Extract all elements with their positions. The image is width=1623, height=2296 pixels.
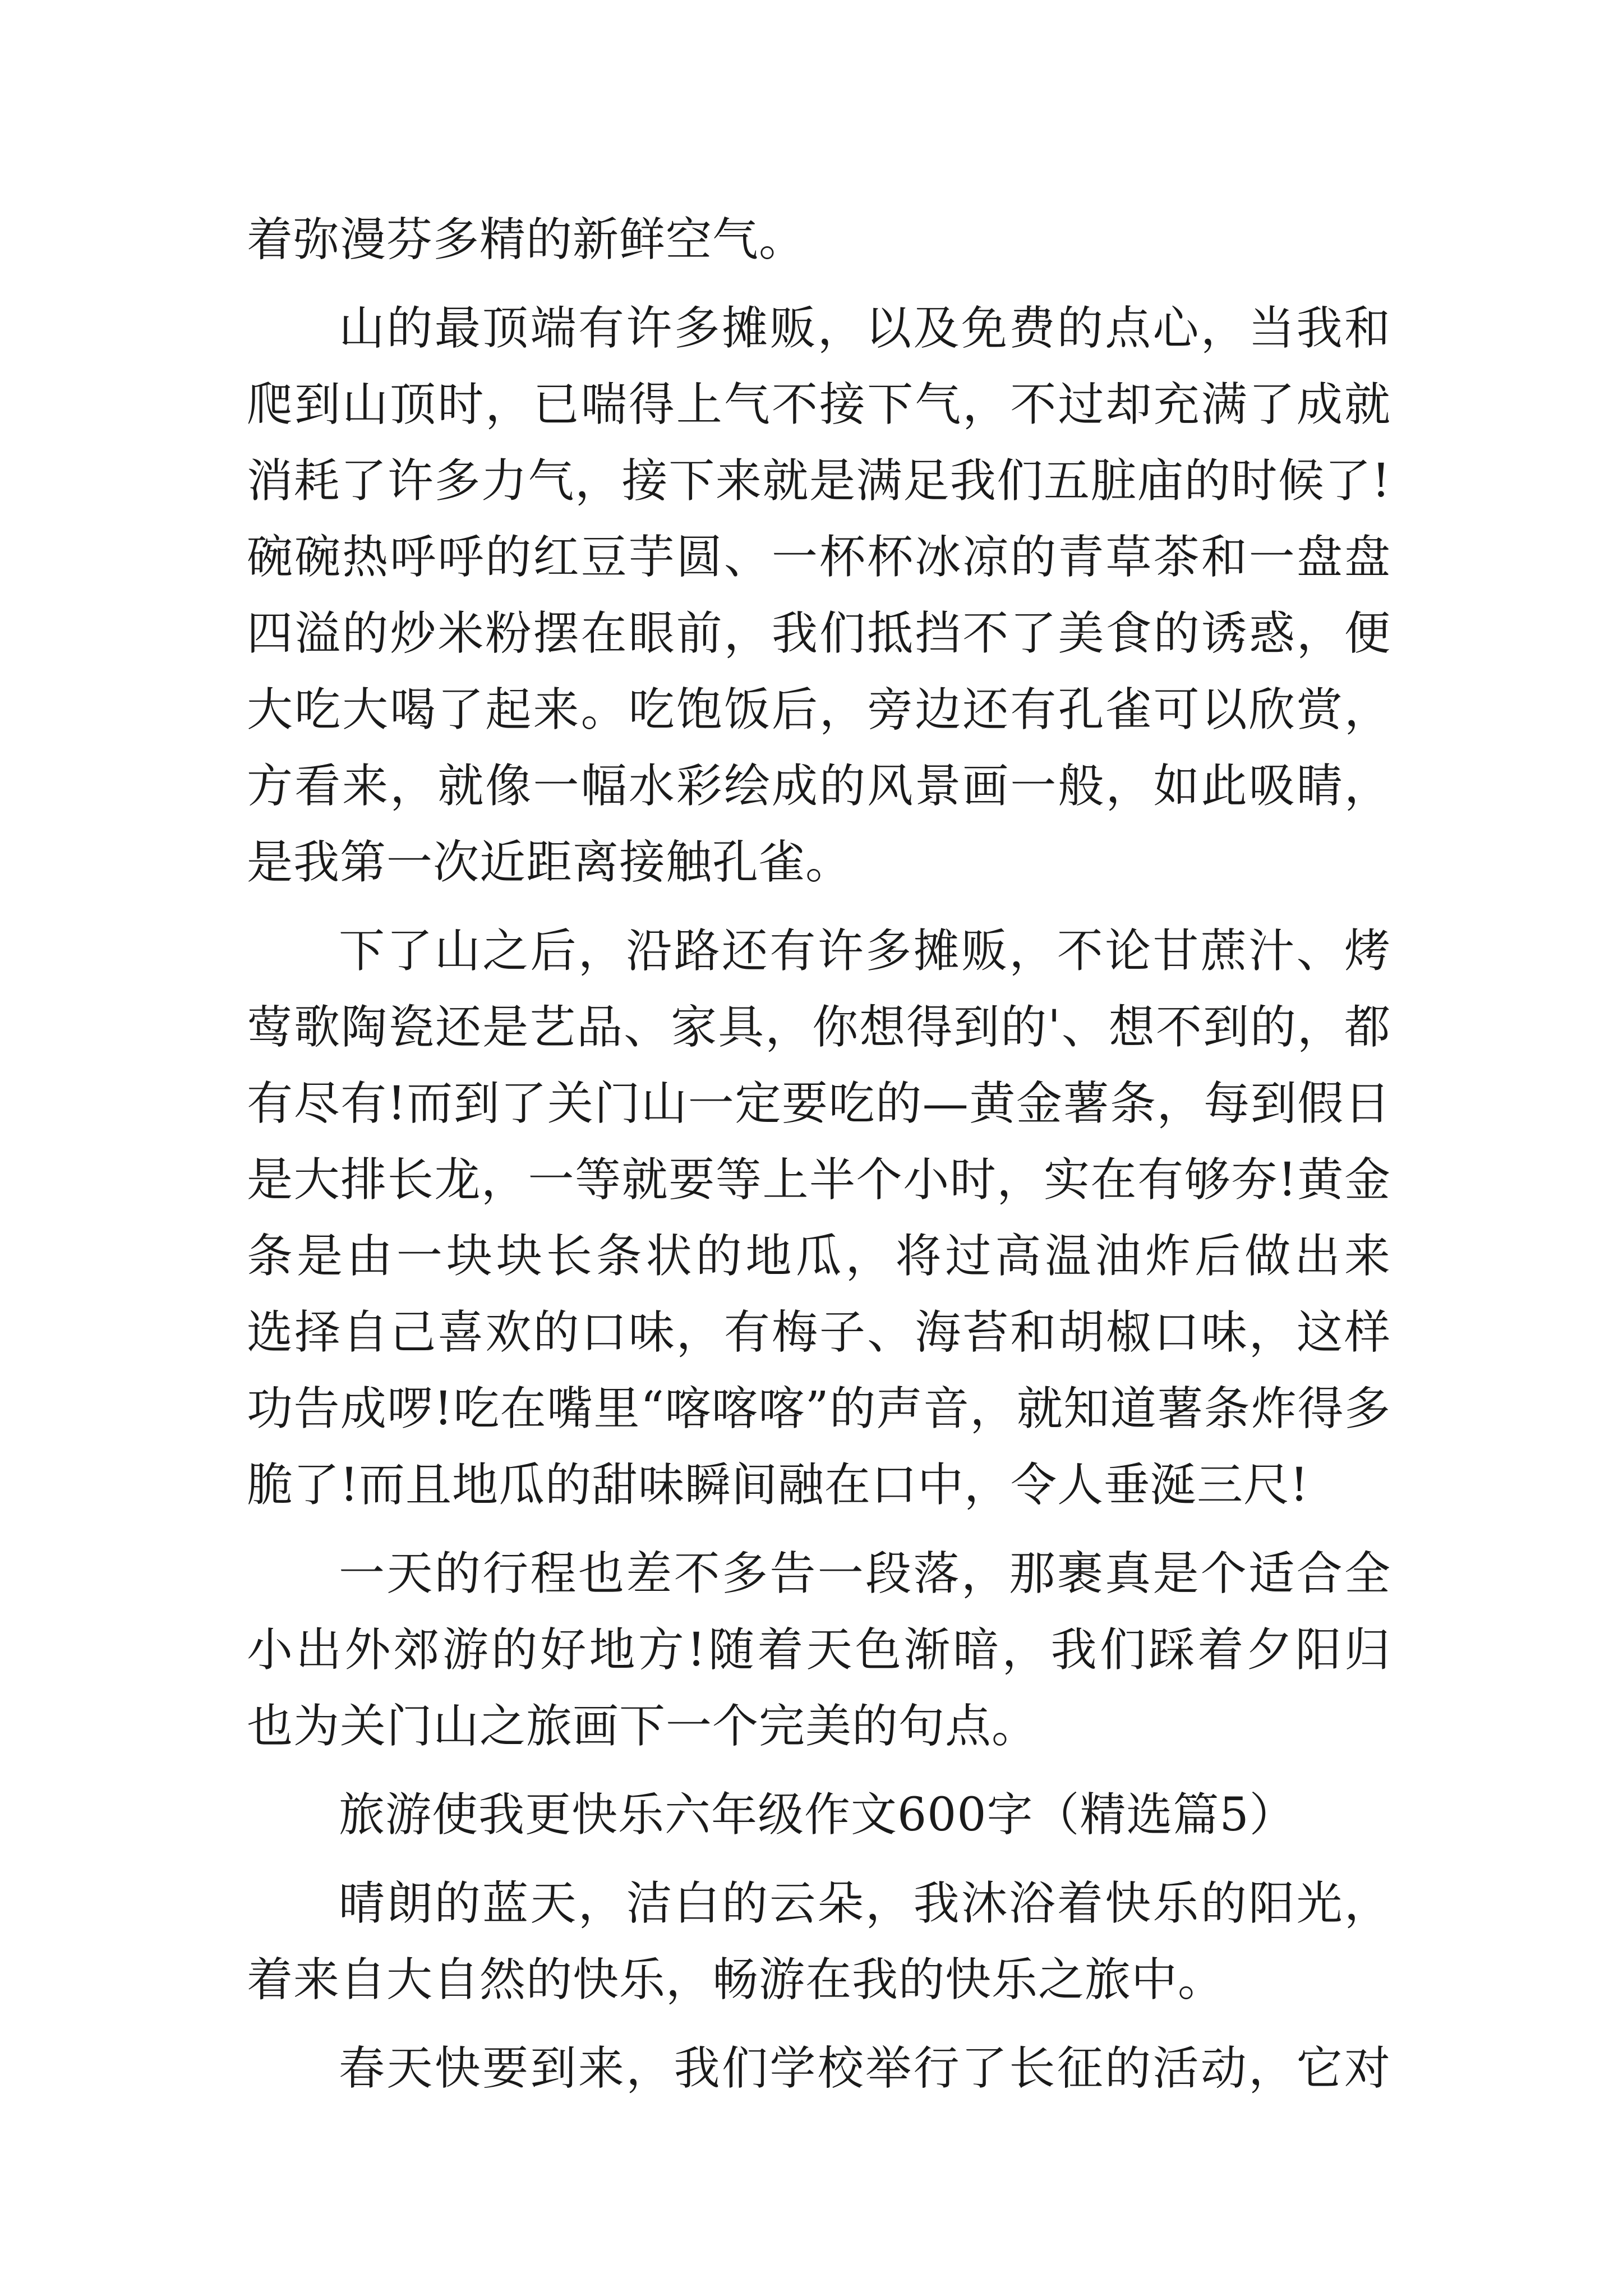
text-line: 四溢的炒米粉摆在眼前，我们抵挡不了美食的诱惑，便 bbox=[247, 607, 1391, 660]
text-line: 爬到山顶时，已喘得上气不接下气，不过却充满了成就 bbox=[247, 378, 1391, 431]
paragraph-gap bbox=[247, 2018, 1391, 2031]
section-heading: 旅游使我更快乐六年级作文600字（精选篇5） bbox=[339, 1788, 1296, 1842]
paragraph-first-line: 一天的行程也差不多告一段落，那裹真是个适合全 bbox=[339, 1547, 1391, 1600]
paragraph-first-line: 晴朗的蓝天，洁白的云朵，我沐浴着快乐的阳光， bbox=[339, 1877, 1391, 1930]
text-line: 是我第一次近距离接触孔雀。 bbox=[247, 836, 852, 889]
paragraph-gap bbox=[247, 1765, 1391, 1777]
text-line: 大吃大喝了起来。吃饱饭后，旁边还有孔雀可以欣赏， bbox=[247, 683, 1391, 737]
document-body bbox=[247, 202, 1391, 2107]
paragraph-first-line: 下了山之后，沿路还有许多摊贩，不论甘蔗汁、烤 bbox=[339, 924, 1391, 978]
text-line: 脆了!而且地瓜的甜味瞬间融在口中，令人垂涎三尺! bbox=[247, 1458, 1309, 1512]
paragraph-first-line: 山的最顶端有许多摊贩，以及免费的点心，当我和 bbox=[339, 302, 1391, 355]
paragraph-gap bbox=[247, 1524, 1391, 1536]
text-line: 着来自大自然的快乐，畅游在我的快乐之旅中。 bbox=[247, 1953, 1225, 2007]
text-line: 有尽有!而到了关门山一定要吃的—黄金薯条，每到假日 bbox=[247, 1077, 1391, 1130]
text-line: 方看来，就像一幅水彩绘成的风景画一般，如此吸睛， bbox=[247, 760, 1391, 813]
text-line: 也为关门山之旅画下一个完美的句点。 bbox=[247, 1700, 1039, 1753]
text-line: 是大排长龙，一等就要等上半个小时，实在有够夯!黄金 bbox=[247, 1153, 1391, 1207]
text-line: 莺歌陶瓷还是艺品、家具，你想得到的'、想不到的，都 bbox=[247, 1001, 1391, 1054]
text-line: 消耗了许多力气，接下来就是满足我们五脏庙的时候了! bbox=[247, 454, 1391, 508]
paragraph-gap bbox=[247, 278, 1391, 291]
paragraph-gap bbox=[247, 1853, 1391, 1866]
text-line: 条是由一块块长条状的地瓜，将过高温油炸后做出来 bbox=[247, 1230, 1391, 1283]
text-line: 选择自己喜欢的口味，有梅子、海苔和胡椒口味，这样 bbox=[247, 1306, 1391, 1359]
paragraph-gap bbox=[247, 901, 1391, 913]
text-line: 碗碗热呼呼的红豆芋圆、一杯杯冰凉的青草茶和一盘盘 bbox=[247, 531, 1391, 584]
text-line: 小出外郊游的好地方!随着天色渐暗，我们踩着夕阳归 bbox=[247, 1623, 1391, 1677]
text-line: 着弥漫芬多精的新鲜空气。 bbox=[247, 213, 806, 266]
text-line: 功告成啰!吃在嘴里“喀喀喀”的声音，就知道薯条炸得多 bbox=[247, 1382, 1391, 1435]
paragraph-first-line: 春天快要到来，我们学校举行了长征的活动，它对 bbox=[339, 2042, 1391, 2095]
